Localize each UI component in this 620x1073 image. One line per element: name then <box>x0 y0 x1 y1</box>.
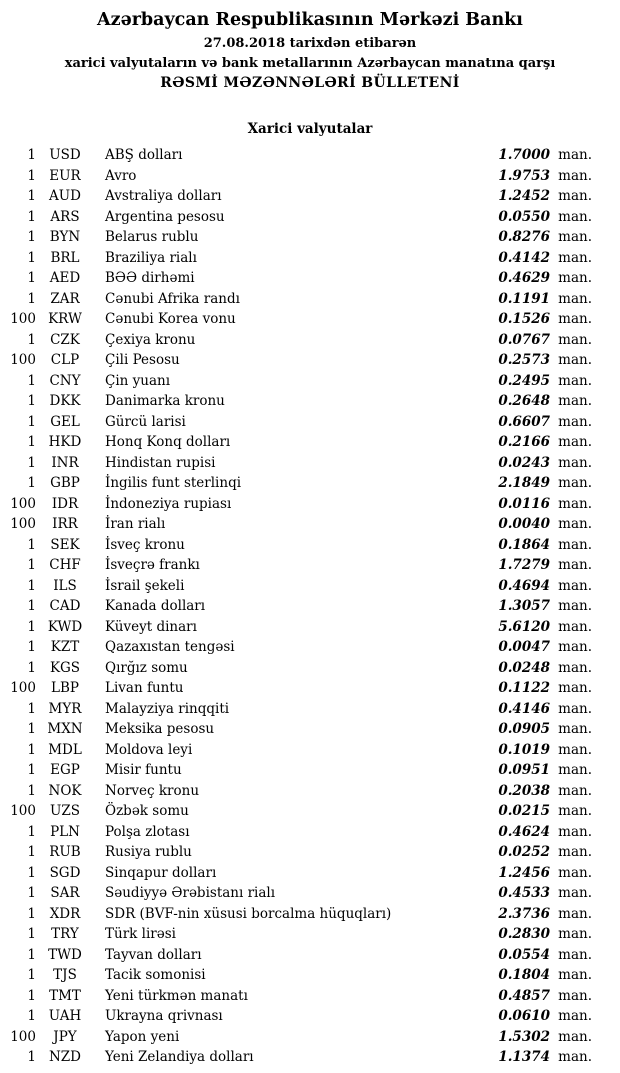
name-cell: Malayziya rinqqiti <box>105 700 230 717</box>
quantity-cell: 1 <box>27 844 36 860</box>
rate-cell: 0.1122 <box>498 680 550 696</box>
unit-cell: man. <box>558 741 592 758</box>
name-cell: Honq Konq dolları <box>105 434 231 450</box>
table-row <box>8 637 594 658</box>
unit-cell: man. <box>558 885 592 901</box>
code-cell: KWD <box>47 618 83 635</box>
table-row <box>8 432 594 453</box>
table-row <box>8 371 594 392</box>
code-cell: CLP <box>50 352 80 368</box>
quantity-cell: 1 <box>27 249 36 266</box>
code-cell: NOK <box>48 782 82 799</box>
unit-cell: man. <box>558 311 592 327</box>
currency-table <box>0 145 620 1068</box>
name-cell: Qırğız somu <box>105 659 188 676</box>
unit-cell: man. <box>558 147 592 163</box>
name-cell: Yapon yeni <box>105 1028 180 1045</box>
rate-cell: 0.0767 <box>498 331 550 348</box>
code-cell: ARS <box>50 208 80 225</box>
table-row <box>8 945 594 966</box>
table-row <box>8 1006 594 1027</box>
name-cell: Ukrayna qrivnası <box>105 1008 223 1024</box>
quantity-cell: 1 <box>27 331 36 348</box>
name-cell: Avro <box>105 167 137 184</box>
name-cell: Qazaxıstan tengəsi <box>105 639 235 655</box>
unit-cell: man. <box>558 700 592 717</box>
name-cell: Özbək somu <box>105 803 189 819</box>
table-row <box>8 924 594 945</box>
unit-cell: man. <box>558 782 592 799</box>
code-cell: GEL <box>50 413 80 430</box>
unit-cell: man. <box>558 926 592 942</box>
code-cell: XDR <box>49 905 81 922</box>
quantity-cell: 100 <box>10 680 36 696</box>
code-cell: BRL <box>50 249 80 266</box>
code-cell: LBP <box>51 680 79 696</box>
name-cell: İsrail şekeli <box>105 577 185 594</box>
name-cell: Səudiyyə Ərəbistanı rialı <box>105 885 276 901</box>
unit-cell: man. <box>558 659 592 676</box>
rate-cell: 0.0550 <box>498 208 550 225</box>
unit-cell: man. <box>558 618 592 635</box>
code-cell: HKD <box>48 434 82 450</box>
table-row <box>8 309 594 330</box>
rate-cell: 0.1019 <box>498 741 550 758</box>
code-cell: KRW <box>48 311 82 327</box>
rate-cell: 0.2830 <box>498 926 550 942</box>
rate-cell: 1.9753 <box>498 167 550 184</box>
rate-cell: 0.1191 <box>498 290 550 307</box>
unit-cell: man. <box>558 864 592 881</box>
quantity-cell: 1 <box>27 926 36 942</box>
code-cell: EUR <box>49 167 81 184</box>
code-cell: SAR <box>50 885 80 901</box>
name-cell: Çin yuanı <box>105 372 171 389</box>
bulletin-subtitle: xarici valyutaların və bank metallarının Azərbaycan manatına qarşı <box>64 56 556 71</box>
quantity-cell: 1 <box>27 700 36 717</box>
code-cell: GBP <box>50 475 80 491</box>
unit-cell: man. <box>558 393 592 409</box>
rate-cell: 0.0116 <box>498 495 550 512</box>
table-row <box>8 986 594 1007</box>
quantity-cell: 1 <box>27 1008 36 1024</box>
table-row <box>8 842 594 863</box>
rate-cell: 0.1864 <box>498 536 550 553</box>
quantity-cell: 1 <box>27 987 36 1004</box>
rate-cell: 1.7279 <box>498 557 550 573</box>
code-cell: TJS <box>53 967 77 983</box>
unit-cell: man. <box>558 844 592 860</box>
table-row <box>8 1047 594 1068</box>
name-cell: Yeni Zelandiya dolları <box>105 1049 254 1065</box>
code-cell: KGS <box>49 659 81 676</box>
name-cell: SDR (BVF-nin xüsusi borcalma hüquqları) <box>105 905 392 922</box>
quantity-cell: 1 <box>27 290 36 307</box>
code-cell: UAH <box>48 1008 82 1024</box>
code-cell: AED <box>49 270 81 286</box>
rate-cell: 0.2573 <box>498 352 550 368</box>
name-cell: Moldova leyi <box>105 741 193 758</box>
quantity-cell: 1 <box>27 598 36 614</box>
unit-cell: man. <box>558 762 592 778</box>
name-cell: Livan funtu <box>105 680 184 696</box>
quantity-cell: 1 <box>27 270 36 286</box>
rate-cell: 1.5302 <box>498 1028 550 1045</box>
section-title: Xarici valyutalar <box>247 121 373 137</box>
unit-cell: man. <box>558 290 592 307</box>
table-row <box>8 289 594 310</box>
bank-name: Azərbaycan Respublikasının Mərkəzi Bankı <box>97 10 523 30</box>
quantity-cell: 1 <box>27 208 36 225</box>
code-cell: MYR <box>48 700 82 717</box>
table-row <box>8 1027 594 1048</box>
rate-cell: 0.4142 <box>498 249 550 266</box>
quantity-cell: 1 <box>27 454 36 471</box>
code-cell: INR <box>51 454 79 471</box>
table-row <box>8 268 594 289</box>
code-cell: TWD <box>48 946 82 963</box>
rate-cell: 2.1849 <box>498 475 550 491</box>
code-cell: SGD <box>49 864 81 881</box>
rate-cell: 2.3736 <box>498 905 550 922</box>
table-row <box>8 904 594 925</box>
rate-cell: 0.0243 <box>498 454 550 471</box>
table-row <box>8 617 594 638</box>
name-cell: Cənubi Korea vonu <box>105 311 236 327</box>
name-cell: ABŞ dolları <box>105 147 183 163</box>
unit-cell: man. <box>558 577 592 594</box>
code-cell: CZK <box>50 331 80 348</box>
quantity-cell: 1 <box>27 885 36 901</box>
rate-cell: 0.0047 <box>498 639 550 655</box>
unit-cell: man. <box>558 475 592 491</box>
table-row <box>8 719 594 740</box>
table-row <box>8 145 594 166</box>
name-cell: İran rialı <box>105 516 166 532</box>
unit-cell: man. <box>558 372 592 389</box>
unit-cell: man. <box>558 270 592 286</box>
rate-cell: 0.0554 <box>498 946 550 963</box>
code-cell: EGP <box>50 762 80 778</box>
bulletin-title: RƏSMİ MƏZƏNNƏLƏRİ BÜLLETENİ <box>160 75 460 91</box>
rate-cell: 0.4146 <box>498 700 550 717</box>
table-row <box>8 965 594 986</box>
quantity-cell: 1 <box>27 618 36 635</box>
rate-cell: 0.4624 <box>498 823 550 840</box>
code-cell: DKK <box>49 393 81 409</box>
quantity-cell: 1 <box>27 905 36 922</box>
quantity-cell: 1 <box>27 577 36 594</box>
quantity-cell: 100 <box>10 803 36 819</box>
table-row <box>8 801 594 822</box>
unit-cell: man. <box>558 495 592 512</box>
quantity-cell: 1 <box>27 762 36 778</box>
quantity-cell: 100 <box>10 495 36 512</box>
name-cell: Çexiya kronu <box>105 331 196 348</box>
quantity-cell: 1 <box>27 557 36 573</box>
code-cell: MXN <box>47 721 83 737</box>
table-row <box>8 473 594 494</box>
code-cell: USD <box>49 147 81 163</box>
quantity-cell: 1 <box>27 659 36 676</box>
quantity-cell: 100 <box>10 1028 36 1045</box>
name-cell: Yeni türkmən manatı <box>105 987 248 1004</box>
table-row <box>8 699 594 720</box>
table-row <box>8 658 594 679</box>
rate-cell: 0.0248 <box>498 659 550 676</box>
unit-cell: man. <box>558 598 592 614</box>
rate-cell: 0.4629 <box>498 270 550 286</box>
code-cell: IDR <box>51 495 79 512</box>
name-cell: Meksika pesosu <box>105 721 215 737</box>
name-cell: Danimarka kronu <box>105 393 225 409</box>
rate-cell: 0.6607 <box>498 413 550 430</box>
code-cell: PLN <box>50 823 80 840</box>
unit-cell: man. <box>558 823 592 840</box>
code-cell: AUD <box>49 188 81 204</box>
code-cell: CHF <box>49 557 81 573</box>
table-row <box>8 207 594 228</box>
unit-cell: man. <box>558 987 592 1004</box>
name-cell: Polşa zlotası <box>105 823 190 840</box>
table-row <box>8 576 594 597</box>
rate-cell: 0.0905 <box>498 721 550 737</box>
code-cell: KZT <box>50 639 80 655</box>
rate-cell: 0.2648 <box>498 393 550 409</box>
name-cell: Rusiya rublu <box>105 844 192 860</box>
table-row <box>8 678 594 699</box>
quantity-cell: 1 <box>27 782 36 799</box>
code-cell: UZS <box>49 803 80 819</box>
unit-cell: man. <box>558 331 592 348</box>
quantity-cell: 1 <box>27 639 36 655</box>
unit-cell: man. <box>558 557 592 573</box>
name-cell: İndoneziya rupiası <box>105 495 232 512</box>
name-cell: Gürcü larisi <box>105 413 186 430</box>
quantity-cell: 1 <box>27 475 36 491</box>
rate-cell: 1.1374 <box>498 1049 550 1065</box>
quantity-cell: 1 <box>27 393 36 409</box>
table-row <box>8 227 594 248</box>
unit-cell: man. <box>558 905 592 922</box>
table-row <box>8 596 594 617</box>
table-row <box>8 412 594 433</box>
name-cell: İngilis funt sterlinqi <box>105 475 242 491</box>
rate-cell: 5.6120 <box>498 618 550 635</box>
rate-cell: 0.8276 <box>498 229 550 245</box>
rate-cell: 0.4857 <box>498 987 550 1004</box>
rate-cell: 1.7000 <box>498 147 550 163</box>
unit-cell: man. <box>558 536 592 553</box>
quantity-cell: 1 <box>27 413 36 430</box>
unit-cell: man. <box>558 721 592 737</box>
unit-cell: man. <box>558 454 592 471</box>
quantity-cell: 1 <box>27 167 36 184</box>
name-cell: Sinqapur dolları <box>105 864 217 881</box>
code-cell: NZD <box>48 1049 82 1065</box>
unit-cell: man. <box>558 680 592 696</box>
table-row <box>8 453 594 474</box>
unit-cell: man. <box>558 967 592 983</box>
table-row <box>8 166 594 187</box>
unit-cell: man. <box>558 434 592 450</box>
unit-cell: man. <box>558 249 592 266</box>
code-cell: JPY <box>53 1028 77 1045</box>
quantity-cell: 1 <box>27 536 36 553</box>
table-row <box>8 350 594 371</box>
unit-cell: man. <box>558 188 592 204</box>
unit-cell: man. <box>558 352 592 368</box>
code-cell: TRY <box>51 926 79 942</box>
table-row <box>8 330 594 351</box>
code-cell: BYN <box>49 229 81 245</box>
code-cell: CAD <box>49 598 81 614</box>
code-cell: SEK <box>50 536 80 553</box>
table-row <box>8 740 594 761</box>
table-row <box>8 248 594 269</box>
name-cell: Küveyt dinarı <box>105 618 197 635</box>
table-row <box>8 760 594 781</box>
name-cell: Belarus rublu <box>105 229 199 245</box>
name-cell: İsveç kronu <box>105 536 185 553</box>
name-cell: Argentina pesosu <box>105 208 225 225</box>
name-cell: Hindistan rupisi <box>105 454 216 471</box>
name-cell: Norveç kronu <box>105 782 200 799</box>
table-row <box>8 514 594 535</box>
quantity-cell: 100 <box>10 516 36 532</box>
unit-cell: man. <box>558 208 592 225</box>
rate-cell: 0.2495 <box>498 372 550 389</box>
table-row <box>8 186 594 207</box>
code-cell: CNY <box>49 372 81 389</box>
rate-cell: 0.2038 <box>498 782 550 799</box>
name-cell: Türk lirəsi <box>105 926 176 942</box>
unit-cell: man. <box>558 413 592 430</box>
name-cell: Çili Pesosu <box>105 352 180 368</box>
unit-cell: man. <box>558 639 592 655</box>
quantity-cell: 1 <box>27 188 36 204</box>
code-cell: IRR <box>52 516 78 532</box>
name-cell: Kanada dolları <box>105 598 206 614</box>
name-cell: İsveçrə frankı <box>105 557 200 573</box>
rate-cell: 0.1804 <box>498 967 550 983</box>
name-cell: Tacik somonisi <box>105 967 206 983</box>
quantity-cell: 1 <box>27 946 36 963</box>
code-cell: ILS <box>53 577 77 594</box>
quantity-cell: 100 <box>10 311 36 327</box>
table-row <box>8 863 594 884</box>
rate-cell: 1.2456 <box>498 864 550 881</box>
quantity-cell: 1 <box>27 823 36 840</box>
unit-cell: man. <box>558 1028 592 1045</box>
name-cell: Braziliya rialı <box>105 249 197 266</box>
code-cell: RUB <box>49 844 81 860</box>
rate-cell: 0.0951 <box>498 762 550 778</box>
code-cell: TMT <box>49 987 81 1004</box>
rate-cell: 0.0610 <box>498 1008 550 1024</box>
rate-cell: 0.2166 <box>498 434 550 450</box>
quantity-cell: 1 <box>27 434 36 450</box>
quantity-cell: 1 <box>27 741 36 758</box>
quantity-cell: 1 <box>27 721 36 737</box>
table-row <box>8 781 594 802</box>
name-cell: Avstraliya dolları <box>105 188 222 204</box>
quantity-cell: 1 <box>27 1049 36 1065</box>
quantity-cell: 1 <box>27 229 36 245</box>
rate-cell: 0.0252 <box>498 844 550 860</box>
name-cell: Tayvan dolları <box>105 946 202 963</box>
unit-cell: man. <box>558 946 592 963</box>
code-cell: MDL <box>48 741 82 758</box>
table-row <box>8 822 594 843</box>
name-cell: BƏƏ dirhəmi <box>105 270 195 286</box>
rate-cell: 0.0040 <box>498 516 550 532</box>
rate-cell: 1.3057 <box>498 598 550 614</box>
quantity-cell: 1 <box>27 864 36 881</box>
quantity-cell: 1 <box>27 372 36 389</box>
rate-cell: 0.4694 <box>498 577 550 594</box>
code-cell: ZAR <box>50 290 80 307</box>
rate-cell: 0.1526 <box>498 311 550 327</box>
quantity-cell: 1 <box>27 967 36 983</box>
unit-cell: man. <box>558 1008 592 1024</box>
rate-cell: 0.0215 <box>498 803 550 819</box>
table-row <box>8 883 594 904</box>
unit-cell: man. <box>558 1049 592 1065</box>
unit-cell: man. <box>558 229 592 245</box>
table-row <box>8 391 594 412</box>
effective-date: 27.08.2018 tarixdən etibarən <box>203 36 417 51</box>
table-row <box>8 494 594 515</box>
rate-cell: 1.2452 <box>498 188 550 204</box>
table-row <box>8 555 594 576</box>
unit-cell: man. <box>558 803 592 819</box>
quantity-cell: 1 <box>27 147 36 163</box>
rate-cell: 0.4533 <box>498 885 550 901</box>
quantity-cell: 100 <box>10 352 36 368</box>
unit-cell: man. <box>558 167 592 184</box>
name-cell: Cənubi Afrika randı <box>105 290 240 307</box>
table-row <box>8 535 594 556</box>
name-cell: Misir funtu <box>105 762 182 778</box>
unit-cell: man. <box>558 516 592 532</box>
